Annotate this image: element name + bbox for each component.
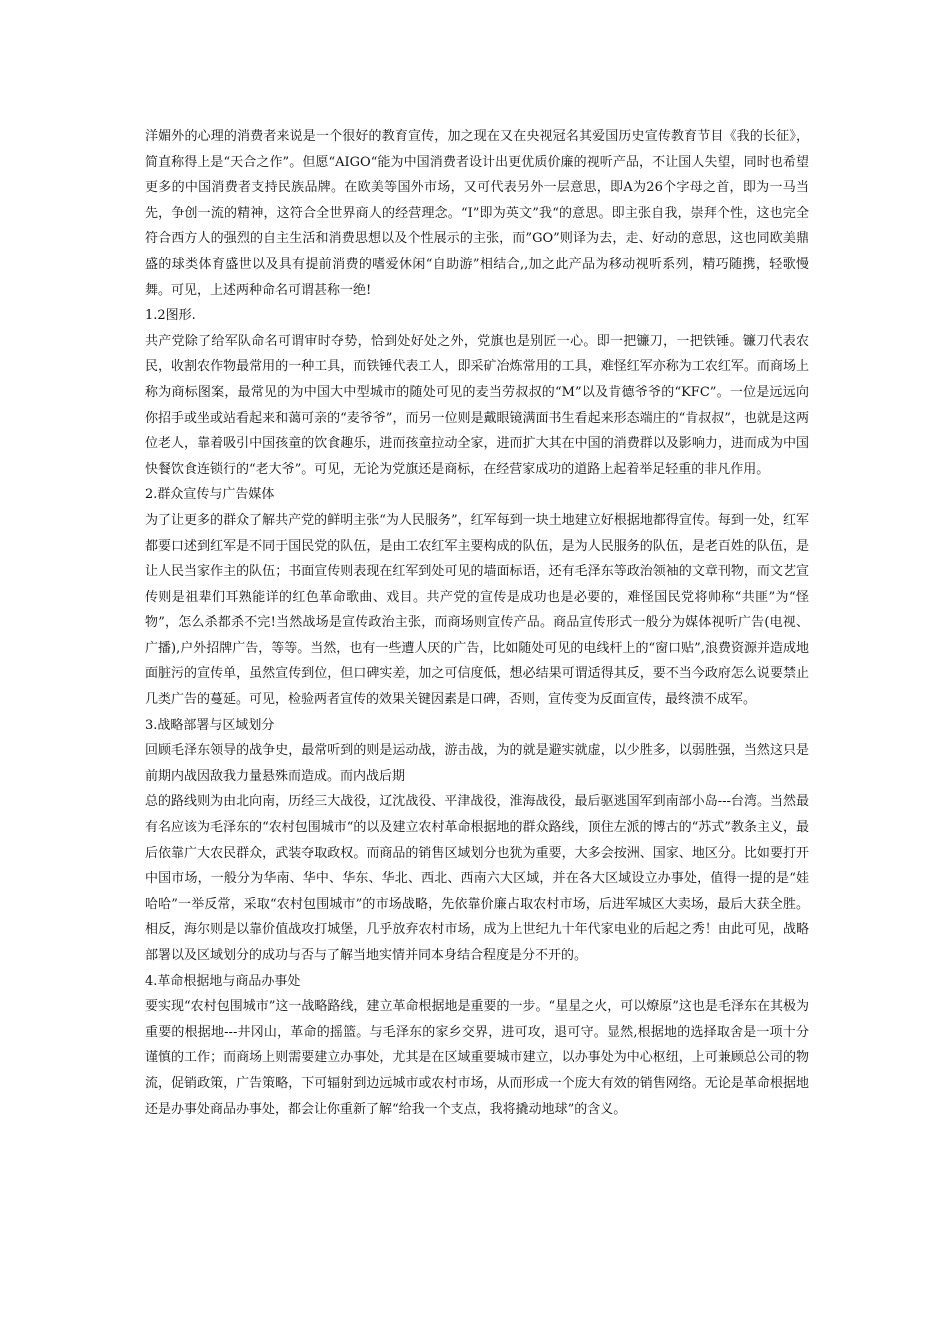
paragraph-base-and-offices: 要实现“农村包围城市”这一战略路线，建立革命根据地是重要的一步。“星星之火，可以燎原”这也是毛泽东在其极为重要的根据地---井冈山，革命的摇篮。与毛泽东的家乡交界，进可攻，退可守。显然,根据地的选择取舍是一项十分谨慎的工作；而商场上则需要建立办事处，尤其是在区域重要城市建立，以办事处为中心枢纽，上可兼顾总公司的物流，促销政策，广告策略，下可辐射到边远城市或农村市场，从而形成一个庞大有效的销售网络。无论是革命根据地还是办事处商品办事处，都会让你重新了解“给我一个支点，我将撬动地球”的含义。 [145,999,809,1117]
section-heading-graphics: 1.2图形. [145,308,196,324]
section-heading-strategy-regions: 3.战略部署与区域划分 [145,717,275,733]
document-page [145,124,809,1122]
section-heading-base-offices: 4.革命根据地与商品办事处 [145,973,301,989]
paragraph-propaganda-advertising: 为了让更多的群众了解共产党的鲜明主张“为人民服务”，红军每到一块土地建立好根据地都得宣传。每到一处，红军都要口述到红军是不同于国民党的队伍，是由工农红军主要构成的队伍，是为人民服务的队伍，是老百姓的队伍，是让人民当家作主的队伍；书面宣传则表现在红军到处可见的墙面标语，还有毛泽东等政治领袖的文章刊物，而文艺宣传则是祖辈们耳熟能详的红色革命歌曲、戏目。共产党的宣传是成功也是必要的，难怪国民党将帅称“共匪”为“怪物”，怎么杀都杀不完!当然战场是宣传政治主张，而商场则宣传产品。商品宣传形式一般分为媒体视听广告(电视、广播),户外招牌广告，等等。当然，也有一些遭人厌的广告，比如随处可见的电线杆上的“窗口贴”,浪费资源并造成地面脏污的宣传单，虽然宣传到位，但口碑实差，加之可信度低，想必结果可谓适得其反，要不当今政府怎么说要禁止几类广告的蔓延。可见，检验两者宣传的效果关键因素是口碑，否则，宣传变为反面宣传，最终溃不成军。 [145,512,809,708]
paragraph-aigo-naming: 洋媚外的心理的消费者来说是一个很好的教育宣传，加之现在又在央视冠名其爱国历史宣传教育节目《我的长征》，简直称得上是“天合之作”。但愿“AIGO“能为中国消费者设计出更优质价廉的视听产品，不让国人失望，同时也希望更多的中国消费者支持民族品牌。在欧美等国外市场，又可代表另外一层意思，即A为26个字母之首，即为一马当先，争创一流的精神，这符合全世界商人的经营理念。“I”即为英文”我“的意思。即主张自我，崇拜个性，这也完全符合西方人的强烈的自主生活和消费思想以及个性展示的主张，而”GO”则译为去，走、好动的意思，这也同欧美鼎盛的球类体育盛世以及具有提前消费的嗜爱休闲“自助游”相结合,,加之此产品为移动视听系列，精巧随携，轻歌慢舞。可见，上述两种命名可谓甚称一绝! [145,129,809,298]
section-heading-propaganda-media: 2.群众宣传与广告媒体 [145,487,275,503]
paragraph-war-history: 回顾毛泽东领导的战争史，最常听到的则是运动战，游击战，为的就是避实就虚，以少胜多，以弱胜强，当然这只是前期内战因敌我力量悬殊而造成。而内战后期 [145,743,809,784]
paragraph-flag-and-logo: 共产党除了给军队命名可谓审时夺势，恰到处好处之外，党旗也是别匠一心。即一把镰刀，一把铁锤。镰刀代表农民，收割农作物最常用的一种工具，而铁锤代表工人，即采矿冶炼常用的工具，难怪红军亦称为工农红军。而商场上称为商标图案，最常见的为中国大中型城市的随处可见的麦当劳叔叔的“M”以及肯德爷爷的“KFC”。一位是远远向你招手或坐或站看起来和蔼可亲的“麦爷爷”，而另一位则是戴眼镜满面书生看起来形态端庄的“肯叔叔”，也就是这两位老人，靠着吸引中国孩童的饮食趣乐，进而孩童拉动全家，进而扩大其在中国的消费群以及影响力，进而成为中国快餐饮食连锁行的“老大爷”。可见，无论为党旗还是商标，在经营家成功的道路上起着举足轻重的非凡作用。 [145,333,809,477]
paragraph-regional-division: 总的路线则为由北向南，历经三大战役，辽沈战役、平津战役，淮海战役，最后驱逃国军到南部小岛---台湾。当然最有名应该为毛泽东的“农村包围城市“的以及建立农村革命根据地的群众路线，顶住左派的博古的“苏式”教条主义，最后依靠广大农民群众，武装夺取政权。而商品的销售区域划分也犹为重要，大多会按洲、国家、地区分。比如要打开中国市场，一般分为华南、华中、华东、华北、西北、西南六大区域，并在各大区域设立办事处，值得一提的是“娃哈哈”一举反常，采取“农村包围城市”的市场战略，先依靠价廉占取农村市场，后进军城区大卖场，最后大获全胜。相反，海尔则是以靠价值战攻打城堡，几乎放弃农村市场，成为上世纪九十年代家电业的后起之秀！由此可见，战略部署以及区域划分的成功与否与了解当地实情并同本身结合程度是分不开的。 [145,794,809,963]
